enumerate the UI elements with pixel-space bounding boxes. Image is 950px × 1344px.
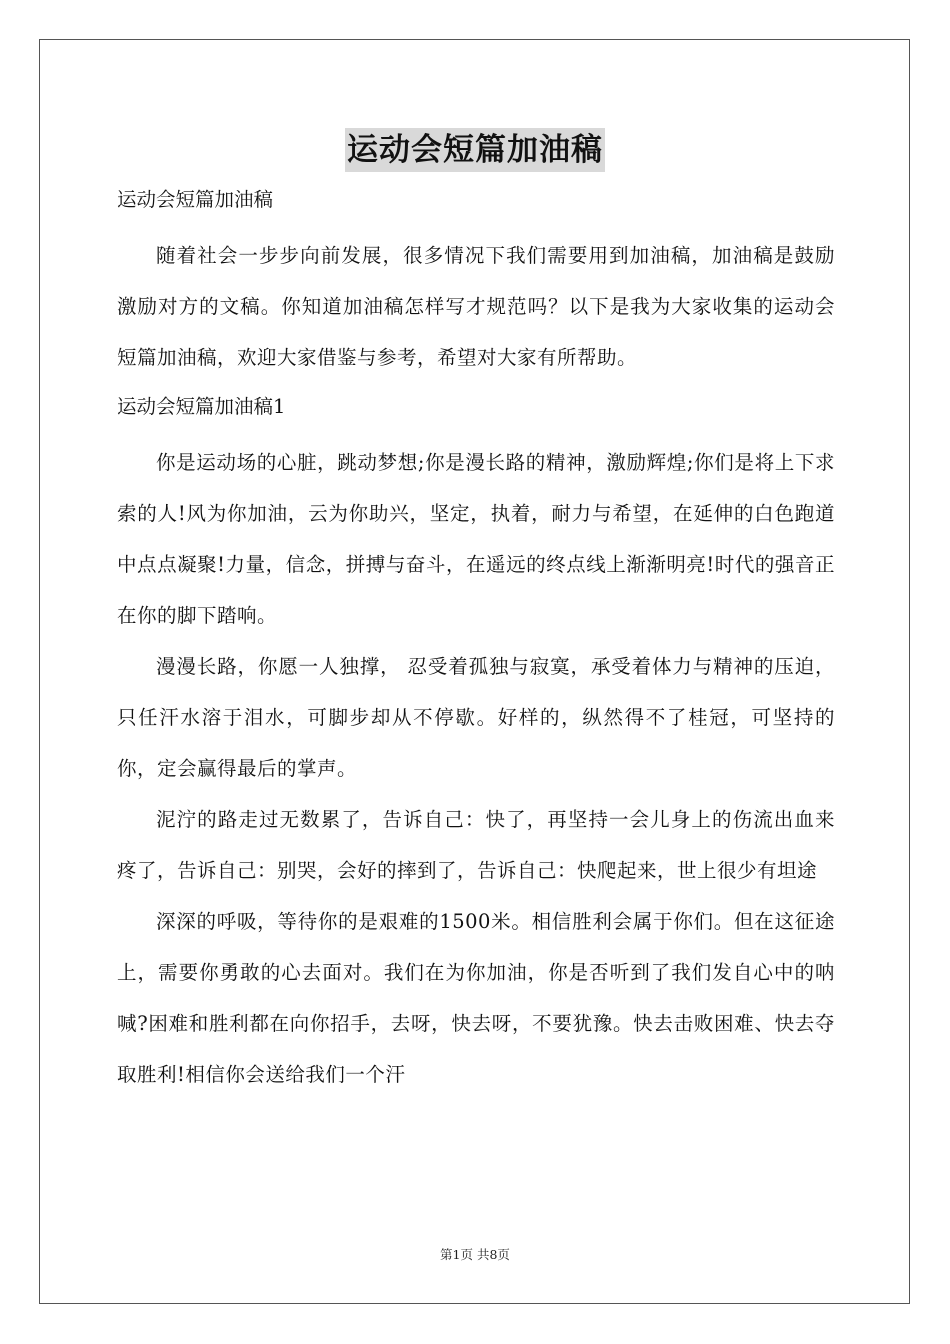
section-heading: 运动会短篇加油稿1 — [117, 395, 286, 418]
document-title: 运动会短篇加油稿 — [345, 128, 605, 172]
page-footer: 第1页 共8页 — [440, 1247, 510, 1262]
intro-paragraph: 随着社会一步步向前发展，很多情况下我们需要用到加油稿，加油稿是鼓励激励对方的文稿。你知道加油稿怎样写才规范吗？以下是我为大家收集的运动会短篇加油稿，欢迎大家借鉴与参考，希望对大家有所帮助。 — [117, 244, 835, 369]
body-paragraph: 你是运动场的心脏，跳动梦想;你是漫长路的精神，激励辉煌;你们是将上下求索的人!风为你加油，云为你助兴，坚定，执着，耐力与希望，在延伸的白色跑道中点点凝聚!力量，信念，拼搏与奋斗，在遥远的终点线上渐渐明亮!时代的强音正在你的脚下踏响。 — [117, 451, 835, 627]
body-paragraph: 漫漫长路，你愿一人独撑， 忍受着孤独与寂寞，承受着体力与精神的压迫，只任汗水溶于泪水，可脚步却从不停歇。好样的，纵然得不了桂冠，可坚持的你，定会赢得最后的掌声。 — [117, 655, 835, 780]
document-body — [117, 180, 835, 1100]
body-paragraph: 泥泞的路走过无数累了，告诉自己：快了，再坚持一会儿身上的伤流出血来疼了，告诉自己：别哭，会好的摔到了，告诉自己：快爬起来，世上很少有坦途 — [117, 808, 835, 882]
title-container — [0, 128, 950, 172]
intro-heading: 运动会短篇加油稿 — [117, 188, 274, 211]
body-paragraph: 深深的呼吸，等待你的是艰难的1500米。相信胜利会属于你们。但在这征途上，需要你勇敢的心去面对。我们在为你加油，你是否听到了我们发自心中的呐喊?困难和胜利都在向你招手，去呀，快去呀，不要犹豫。快去击败困难、快去夺取胜利!相信你会送给我们一个汗 — [117, 910, 835, 1086]
